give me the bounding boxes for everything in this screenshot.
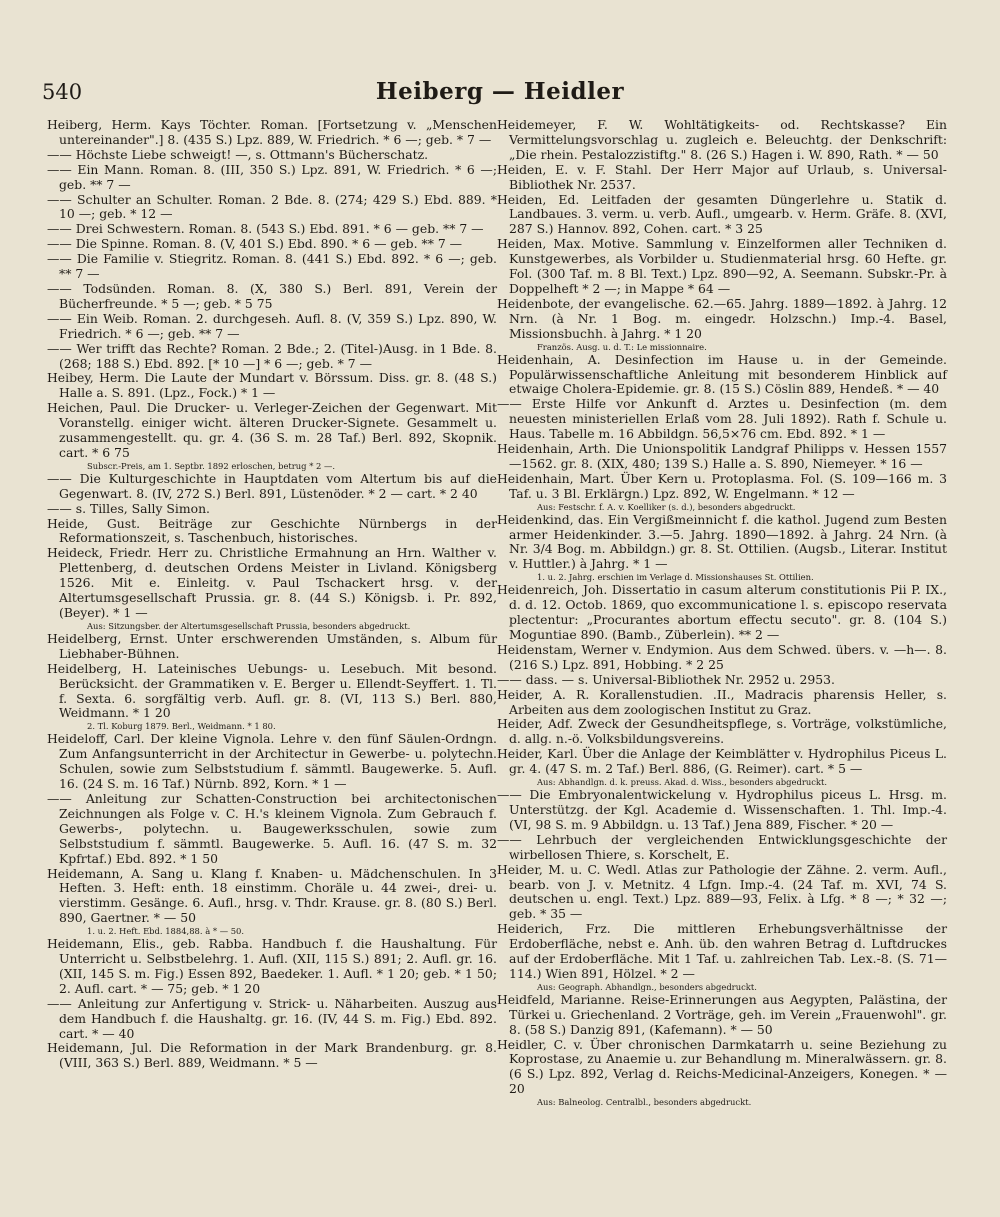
- bibliography-entry: Heideck, Friedr. Herr zu. Christliche Ermahnung an Hrn. Walther v. Plettenberg, d. deutschen Ordens Meister in Livland. Königsberg 1526. Mit e. Einleitg. v. Paul Tschackert hrsg. v. der Altertumsgesellschaft Prussia. gr. 8. (44 S.) Königsb. i. Pr. 892, (Beyer). * 1 —: [47, 545, 497, 620]
- bibliography-entry: —— Lehrbuch der vergleichenden Entwicklungsgeschichte der wirbellosen Thiere, s. Korschelt, E.: [497, 831, 947, 862]
- bibliography-entry: Heidenreich, Joh. Dissertatio in casum alterum constitutionis Pii P. IX., d. d. 12. Octob. 1869, quo excommunicatione l. s. episcopo reservata plectentur: „Procurantes abortum effectu secuto". gr. 8. (104 S.) Moguntiae 890. (Bamb., Züberlein). ** 2 —: [497, 582, 947, 642]
- entry-note: 1. u. 2. Heft. Ebd. 1884,88. à * — 50.: [87, 926, 245, 937]
- bibliography-entry: —— Die Spinne. Roman. 8. (V, 401 S.) Ebd. 890. * 6 — geb. ** 7 —: [47, 236, 463, 252]
- bibliography-entry: Heidenstam, Werner v. Endymion. Aus dem Schwed. übers. v. —h—. 8. (216 S.) Lpz. 891, Hobbing. * 2 25: [497, 641, 947, 672]
- bibliography-entry: Heidemann, Jul. Die Reformation in der Mark Brandenburg. gr. 8. (VIII, 363 S.) Berl. 889, Weidmann. * 5 —: [47, 1040, 497, 1071]
- bibliography-entry: Heichen, Paul. Die Drucker- u. Verleger-Zeichen der Gegenwart. Mit Voranstellg. einiger wicht. älteren Drucker-Signete. Gesammelt u. zusammengestellt. qu. gr. 4. (36 S. m. 28 Taf.) Berl. 892, Skopnik. cart. * 6 75: [47, 400, 497, 460]
- bibliography-entry: —— Erste Hilfe vor Ankunft d. Arztes u. Desinfection (m. dem neuesten ministeriellen Erlaß vom 28. Juli 1892). Rath f. Schule u. Haus. Tabelle m. 16 Abbildgn. 56,5×76 cm. Ebd. 892. * 1 —: [497, 396, 947, 442]
- bibliography-entry: —— s. Tilles, Sally Simon.: [47, 500, 210, 516]
- bibliography-entry: Heidenhain, Mart. Über Kern u. Protoplasma. Fol. (S. 109—166 m. 3 Taf. u. 3 Bl. Erklärgn.) Lpz. 892, W. Engelmann. * 12 —: [497, 470, 947, 501]
- bibliography-entry: Heidemeyer, F. W. Wohltätigkeits- od. Rechtskasse? Ein Vermittelungsvorschlag u. zugleich e. Beleuchtg. der Denkschrift: „Die rhein. Pestalozzistiftg." 8. (26 S.) Hagen i. W. 890, Rath. * — 50: [497, 117, 947, 162]
- bibliography-entry: Heiden, E. v. F. Stahl. Der Herr Major auf Urlaub, s. Universal-Bibliothek Nr. 2537.: [497, 161, 947, 192]
- left-column: [47, 118, 497, 1071]
- entry-note: Subscr.-Preis, am 1. Septbr. 1892 erloschen, betrug * 2 —.: [87, 460, 336, 471]
- bibliography-entry: Heidenhain, A. Desinfection im Hause u. in der Gemeinde. Populärwissenschaftliche Anleitung mit besonderem Hinblick auf etwaige Cholera-Epidemie. gr. 8. (15 S.) Cöslin 889, Hendeß. * — 40: [497, 351, 947, 397]
- bibliography-entry: —— Anleitung zur Schatten-Construction bei architectonischen Zeichnungen als Folge v. C. H.'s kleinem Vignola. Zum Gebrauch f. Gewerbs-, polytechn. u. Baugewerksschulen, sowie zum Selbststudium f. sämmtl. Baugewerke. 5. Aufl. 16. (47 S. m. 32 Kpfrtaf.) Ebd. 892. * 1 50: [47, 790, 497, 866]
- bibliography-entry: Heidfeld, Marianne. Reise-Erinnerungen aus Aegypten, Palästina, der Türkei u. Griechenland. 2 Vorträge, geh. im Verein „Frauenwohl". gr. 8. (58 S.) Danzig 891, (Kafemann). * — 50: [497, 991, 947, 1037]
- bibliography-entry: Heider, A. R. Korallenstudien. .II., Madracis pharensis Heller, s. Arbeiten aus dem zoologischen Institut zu Graz.: [497, 686, 947, 717]
- bibliography-entry: Heidelberg, H. Lateinisches Uebungs- u. Lesebuch. Mit besond. Berücksicht. der Grammatiken v. E. Berger u. Ellendt-Seyffert. 1. Tl. f. Sexta. 6. sorgfältig verb. Aufl. gr. 8. (VI, 113 S.) Berl. 880, Weidmann. * 1 20: [47, 660, 497, 721]
- bibliography-entry: Heideloff, Carl. Der kleine Vignola. Lehre v. den fünf Säulen-Ordngn. Zum Anfangsunterricht in der Architectur in Gewerbe- u. polytechn. Schulen, sowie zum Selbststudium f. sämmtl. Baugewerke. 5. Aufl. 16. (24 S. m. 16 Taf.) Nürnb. 892, Korn. * 1 —: [47, 731, 497, 792]
- entry-note: Aus: Sitzungsber. der Altertumsgesellschaft Prussia, besonders abgedruckt.: [87, 620, 411, 631]
- bibliography-entry: Heidenbote, der evangelische. 62.—65. Jahrg. 1889—1892. à Jahrg. 12 Nrn. (à Nr. 1 Bog. m. eingedr. Holzschn.) Imp.-4. Basel, Missionsbuchh. à Jahrg. * 1 20: [497, 295, 947, 341]
- bibliography-entry: —— Drei Schwestern. Roman. 8. (543 S.) Ebd. 891. * 6 — geb. ** 7 —: [47, 221, 484, 237]
- bibliography-entry: Heidler, C. v. Über chronischen Darmkatarrh u. seine Beziehung zu Koprostase, zu Anaemie u. zur Behandlung m. Mineralwässern. gr. 8. (6 S.) Lpz. 892, Verlag d. Reichs-Medicinal-Anzeigers, Konegen. * — 20: [497, 1036, 947, 1097]
- entry-note: 1. u. 2. Jahrg. erschien im Verlage d. Missionshauses St. Ottilien.: [537, 572, 814, 583]
- bibliography-entry: —— Die Familie v. Stiegritz. Roman. 8. (441 S.) Ebd. 892. * 6 —; geb. ** 7 —: [47, 251, 497, 282]
- entry-note: Aus: Abhandlgn. d. k. preuss. Akad. d. Wiss., besonders abgedruckt.: [537, 777, 828, 788]
- bibliography-entry: Heiderich, Frz. Die mittleren Erhebungsverhältnisse der Erdoberfläche, nebst e. Anh. üb. den wahren Betrag d. Luftdruckes auf der Erdoberfläche. Mit 1 Taf. u. zahlreichen Tab. Lex.-8. (S. 71—114.) Wien 891, Hölzel. * 2 —: [497, 921, 947, 981]
- bibliography-entry: Heiberg, Herm. Kays Töchter. Roman. [Fortsetzung v. „Menschen untereinander".] 8. (435 S.) Lpz. 889, W. Friedrich. * 6 —; geb. * 7 —: [47, 117, 497, 147]
- entry-note: Französ. Ausg. u. d. T.: Le missionnaire.: [537, 341, 707, 352]
- bibliography-entry: Heidenkind, das. Ein Vergißmeinnicht f. die kathol. Jugend zum Besten armer Heidenkinder. 3.—5. Jahrg. 1890—1892. à Jahrg. 24 Nrn. (à Nr. 3/4 Bog. m. Abbildgn.) gr. 8. St. Ottilien. (Augsb., Literar. Institut v. Huttler.) à Jahrg. * 1 —: [497, 511, 947, 572]
- bibliography-entry: —— Ein Weib. Roman. 2. durchgeseh. Aufl. 8. (V, 359 S.) Lpz. 890, W. Friedrich. * 6 —; geb. ** 7 —: [47, 310, 497, 341]
- bibliography-entry: Heidenhain, Arth. Die Unionspolitik Landgraf Philipps v. Hessen 1557—1562. gr. 8. (XIX, 480; 139 S.) Halle a. S. 890, Niemeyer. * 16 —: [497, 441, 947, 471]
- bibliography-entry: Heibey, Herm. Die Laute der Mundart v. Börssum. Diss. gr. 8. (48 S.) Halle a. S. 891. (Lpz., Fock.) * 1 —: [47, 370, 497, 401]
- bibliography-entry: Heider, M. u. C. Wedl. Atlas zur Pathologie der Zähne. 2. verm. Aufl., bearb. von J. v. Metnitz. 4 Lfgn. Imp.-4. (24 Taf. m. XVI, 74 S. deutschen u. engl. Text.) Lpz. 889—93, Felix. à Lfg. * 8 —; * 32 —; geb. * 35 —: [497, 861, 947, 922]
- bibliography-entry: —— Anleitung zur Anfertigung v. Strick- u. Näharbeiten. Auszug aus dem Handbuch f. die Haushaltg. gr. 16. (IV, 44 S. m. Fig.) Ebd. 892. cart. * — 40: [47, 995, 497, 1041]
- page-number: 540: [42, 80, 83, 104]
- bibliography-entry: —— Wer trifft das Rechte? Roman. 2 Bde.; 2. (Titel-)Ausg. in 1 Bde. 8. (268; 188 S.) Ebd. 892. [* 10 —] * 6 —; geb. * 7 —: [47, 340, 497, 371]
- bibliography-entry: —— Ein Mann. Roman. 8. (III, 350 S.) Lpz. 891, W. Friedrich. * 6 —; geb. ** 7 —: [47, 161, 497, 192]
- bibliography-entry: —— dass. — s. Universal-Bibliothek Nr. 2952 u. 2953.: [497, 671, 835, 687]
- entry-note: Aus: Festschr. f. A. v. Koelliker (s. d.), besonders abgedruckt.: [537, 501, 796, 512]
- bibliography-entry: Heiden, Ed. Leitfaden der gesamten Düngerlehre u. Statik d. Landbaues. 3. verm. u. verb. Aufl., umgearb. v. Herm. Gräfe. 8. (XVI, 287 S.) Hannov. 892, Cohen. cart. * 3 25: [497, 191, 947, 237]
- bibliography-entry: —— Todsünden. Roman. 8. (X, 380 S.) Berl. 891, Verein der Bücherfreunde. * 5 —; geb. * 5 75: [47, 280, 497, 311]
- page-title: Heiberg — Heidler: [375, 78, 625, 105]
- entry-note: Aus: Geograph. Abhandlgn., besonders abgedruckt.: [537, 981, 757, 992]
- bibliography-entry: —— Die Embryonalentwickelung v. Hydrophilus piceus L. Hrsg. m. Unterstützg. der Kgl. Academie d. Wissenschaften. 1. Thl. Imp.-4. (VI, 98 S. m. 9 Abbildgn. u. 13 Taf.) Jena 889, Fischer. * 20 —: [497, 787, 947, 832]
- entry-note: Aus: Balneolog. Centralbl., besonders abgedruckt.: [537, 1097, 752, 1108]
- bibliography-entry: Heidemann, Elis., geb. Rabba. Handbuch f. die Haushaltung. Für Unterricht u. Selbstbelehrg. 1. Aufl. (XII, 115 S.) 891; 2. Aufl. gr. 16. (XII, 145 S. m. Fig.) Essen 892, Baedeker. 1. Aufl. * 1 20; geb. * 1 50; 2. Aufl. cart. * — 75; geb. * 1 20: [47, 936, 497, 996]
- bibliography-entry: Heider, Karl. Über die Anlage der Keimblätter v. Hydrophilus Piceus L. gr. 4. (47 S. m. 2 Taf.) Berl. 886, (G. Reimer). cart. * 5 —: [497, 746, 947, 777]
- bibliography-entry: Heidelberg, Ernst. Unter erschwerenden Umständen, s. Album für Liebhaber-Bühnen.: [47, 630, 497, 661]
- bibliography-entry: Heide, Gust. Beiträge zur Geschichte Nürnbergs in der Reformationszeit, s. Taschenbuch, historisches.: [47, 515, 497, 546]
- bibliography-entry: Heider, Adf. Zweck der Gesundheitspflege, s. Vorträge, volkstümliche, d. allg. n.-ö. Volksbildungsvereins.: [497, 716, 947, 747]
- bibliography-entry: Heidemann, A. Sang u. Klang f. Knaben- u. Mädchenschulen. In 3 Heften. 3. Heft: enth. 18 einstimm. Choräle u. 44 zwei-, drei- u. vierstimm. Gesänge. 6. Aufl., hrsg. v. Thdr. Krause. gr. 8. (80 S.) Berl. 890, Gaertner. * — 50: [47, 865, 497, 926]
- bibliography-entry: —— Schulter an Schulter. Roman. 2 Bde. 8. (274; 429 S.) Ebd. 889. * 10 —; geb. * 12 —: [47, 191, 497, 222]
- bibliography-entry: —— Höchste Liebe schweigt! —, s. Ottmann's Bücherschatz.: [47, 146, 429, 162]
- right-column: [497, 118, 947, 1108]
- bibliography-entry: Heiden, Max. Motive. Sammlung v. Einzelformen aller Techniken d. Kunstgewerbes, als Vorbilder u. Studienmaterial hrsg. 60 Hefte. gr. Fol. (300 Taf. m. 8 Bl. Text.) Lpz. 890—92, A. Seemann. Subskr.-Pr. à Doppelheft * 2 —; in Mappe * 64 —: [497, 236, 947, 296]
- entry-note: 2. Tl. Koburg 1879. Berl., Weidmann. * 1 80.: [87, 721, 276, 732]
- bibliography-entry: —— Die Kulturgeschichte in Hauptdaten vom Altertum bis auf die Gegenwart. 8. (IV, 272 S.) Berl. 891, Lüstenöder. * 2 — cart. * 2 40: [47, 470, 497, 501]
